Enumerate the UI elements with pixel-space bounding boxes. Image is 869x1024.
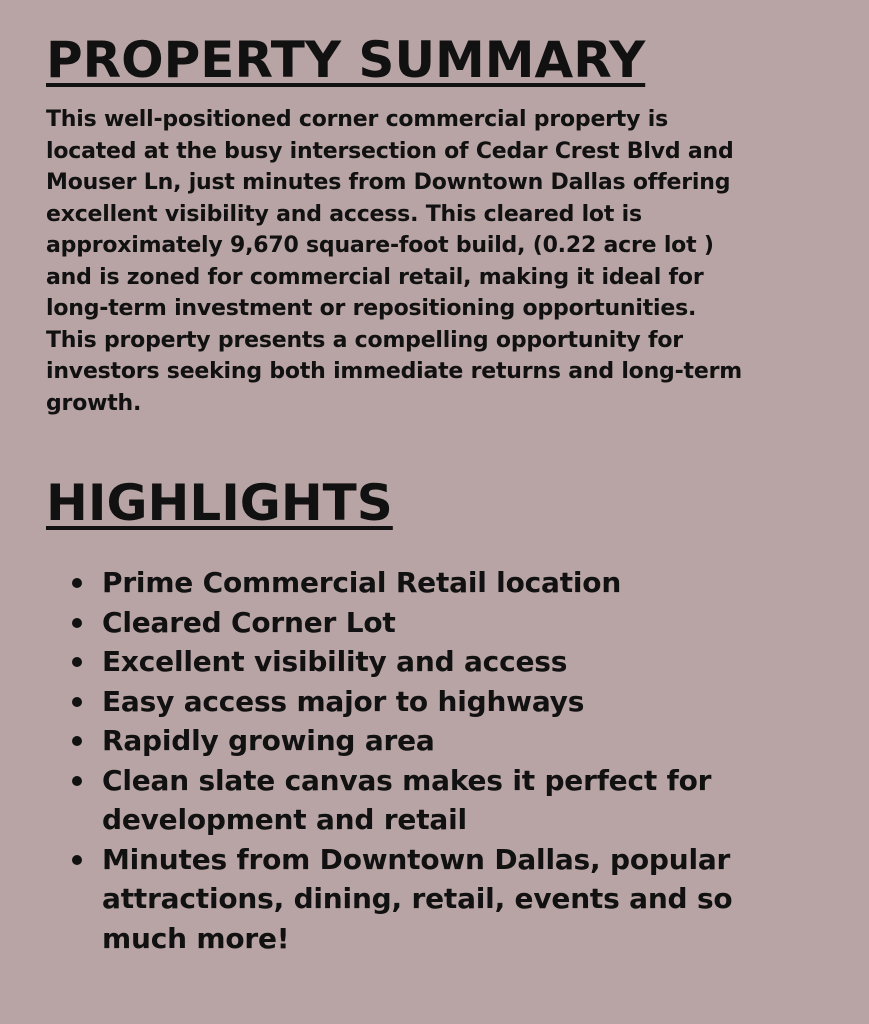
highlight-item-downtown-proximity <box>46 840 826 959</box>
bullet-icon <box>72 657 82 667</box>
bullet-icon <box>72 578 82 588</box>
highlight-item-growing-area <box>46 721 826 761</box>
property-summary-text: This well-positioned corner commercial property is located at the busy intersection of Cedar Crest Blvd and Mouser Ln, just minutes from Downtown Dallas offering excellent visibility and access. This cleared lot is approximately 9,670 square-foot build, (0.22 acre lot ) and is zoned for commercial retail, making it ideal for long-term investment or repositioning opportunities. This property presents a compelling opportunity for investors seeking both immediate returns and long-term growth. <box>46 107 742 416</box>
highlight-text: Prime Commercial Retail location <box>102 566 622 599</box>
highlight-item-visibility-access <box>46 642 826 682</box>
bullet-icon <box>72 776 82 786</box>
highlight-text: Rapidly growing area <box>102 724 435 757</box>
highlight-text: Cleared Corner Lot <box>102 605 396 639</box>
highlight-item-prime-location <box>46 563 826 603</box>
highlights-heading: HIGHLIGHTS <box>46 474 393 532</box>
highlight-text: Clean slate canvas makes it perfect for development and retail <box>102 763 712 836</box>
highlight-item-development-canvas <box>46 761 826 840</box>
property-summary-heading: PROPERTY SUMMARY <box>46 31 646 89</box>
bullet-icon <box>72 736 82 746</box>
bullet-icon <box>72 618 82 628</box>
bullet-icon <box>72 855 82 865</box>
highlight-item-corner-lot <box>46 603 826 643</box>
highlights-list <box>46 563 826 958</box>
highlight-text: Minutes from Downtown Dallas, popular attractions, dining, retail, events and so much more! <box>102 842 733 955</box>
highlight-text: Easy access major to highways <box>102 684 585 718</box>
highlight-text: Excellent visibility and access <box>102 645 568 678</box>
bullet-icon <box>72 697 82 707</box>
highlight-item-highway-access <box>46 682 826 722</box>
